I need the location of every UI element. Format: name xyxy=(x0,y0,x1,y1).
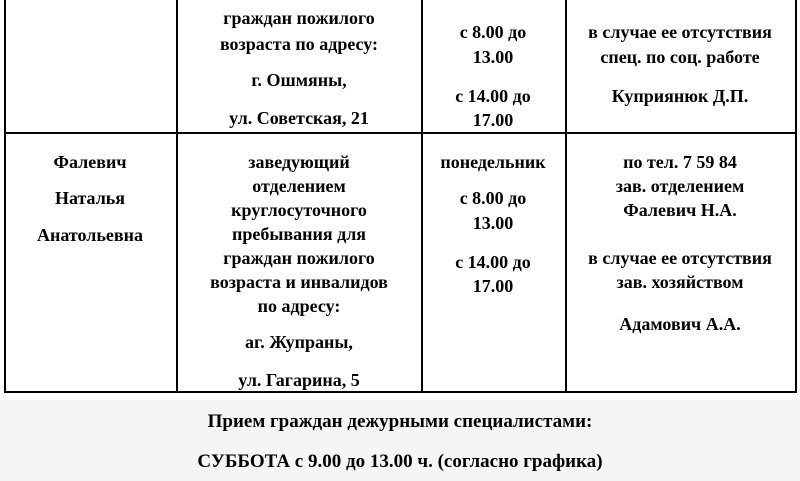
position-line: по адресу: xyxy=(257,296,341,316)
position-line: возраста и инвалидов xyxy=(210,272,388,292)
service-line: граждан пожилого xyxy=(223,8,375,28)
contact-line: спец. по соц. работе xyxy=(600,47,760,67)
duty-reception-heading: Прием граждан дежурными специалистами: xyxy=(207,411,593,432)
duty-reception-note xyxy=(0,400,800,481)
contact-line: Фалевич Н.А. xyxy=(623,200,737,220)
hours-line: 17.00 xyxy=(472,110,514,130)
table-border-bottom xyxy=(4,391,797,393)
person-name-line: Фалевич xyxy=(53,152,127,172)
table-border-col3 xyxy=(565,0,567,393)
contact-line: Куприянюк Д.П. xyxy=(611,86,749,106)
hours-line: понедельник xyxy=(440,152,546,172)
position-line: заведующий xyxy=(248,152,350,172)
address-line: г. Ошмяны, xyxy=(251,70,347,90)
address-line: ул. Гагарина, 5 xyxy=(238,370,360,390)
table-border-col1 xyxy=(176,0,178,393)
hours-line: с 14.00 до xyxy=(455,86,531,106)
person-name-line: Наталья xyxy=(54,188,126,208)
hours-line: 13.00 xyxy=(472,47,514,67)
service-line: возраста по адресу: xyxy=(219,34,379,54)
person-name-line: Анатольевна xyxy=(37,225,143,245)
address-line: аг. Жупраны, xyxy=(245,332,353,352)
table-border-col2 xyxy=(421,0,423,393)
position-line: отделением xyxy=(252,176,346,196)
saturday-hours: СУББОТА с 9.00 до 13.00 ч. (согласно графика) xyxy=(197,451,603,472)
table-border-right xyxy=(795,0,797,393)
hours-line: 13.00 xyxy=(472,213,514,233)
hours-line: 17.00 xyxy=(472,276,514,296)
address-line: ул. Советская, 21 xyxy=(229,108,369,128)
contact-line: по тел. 7 59 84 xyxy=(623,152,737,172)
hours-line: с 14.00 до xyxy=(455,252,531,272)
contact-line: зав. хозяйством xyxy=(616,272,744,292)
table-row-divider xyxy=(4,132,797,134)
table-border-left xyxy=(4,0,6,393)
position-line: пребывания для xyxy=(231,224,367,244)
hours-line: с 8.00 до xyxy=(459,188,527,208)
contact-line: зав. отделением xyxy=(615,176,745,196)
hours-line: с 8.00 до xyxy=(459,22,527,42)
position-line: круглосуточного xyxy=(231,200,367,220)
contact-line: Адамович А.А. xyxy=(619,314,741,334)
contact-line: в случае ее отсутствия xyxy=(588,248,772,268)
position-line: граждан пожилого xyxy=(223,248,375,268)
contact-line: в случае ее отсутствия xyxy=(588,22,772,42)
